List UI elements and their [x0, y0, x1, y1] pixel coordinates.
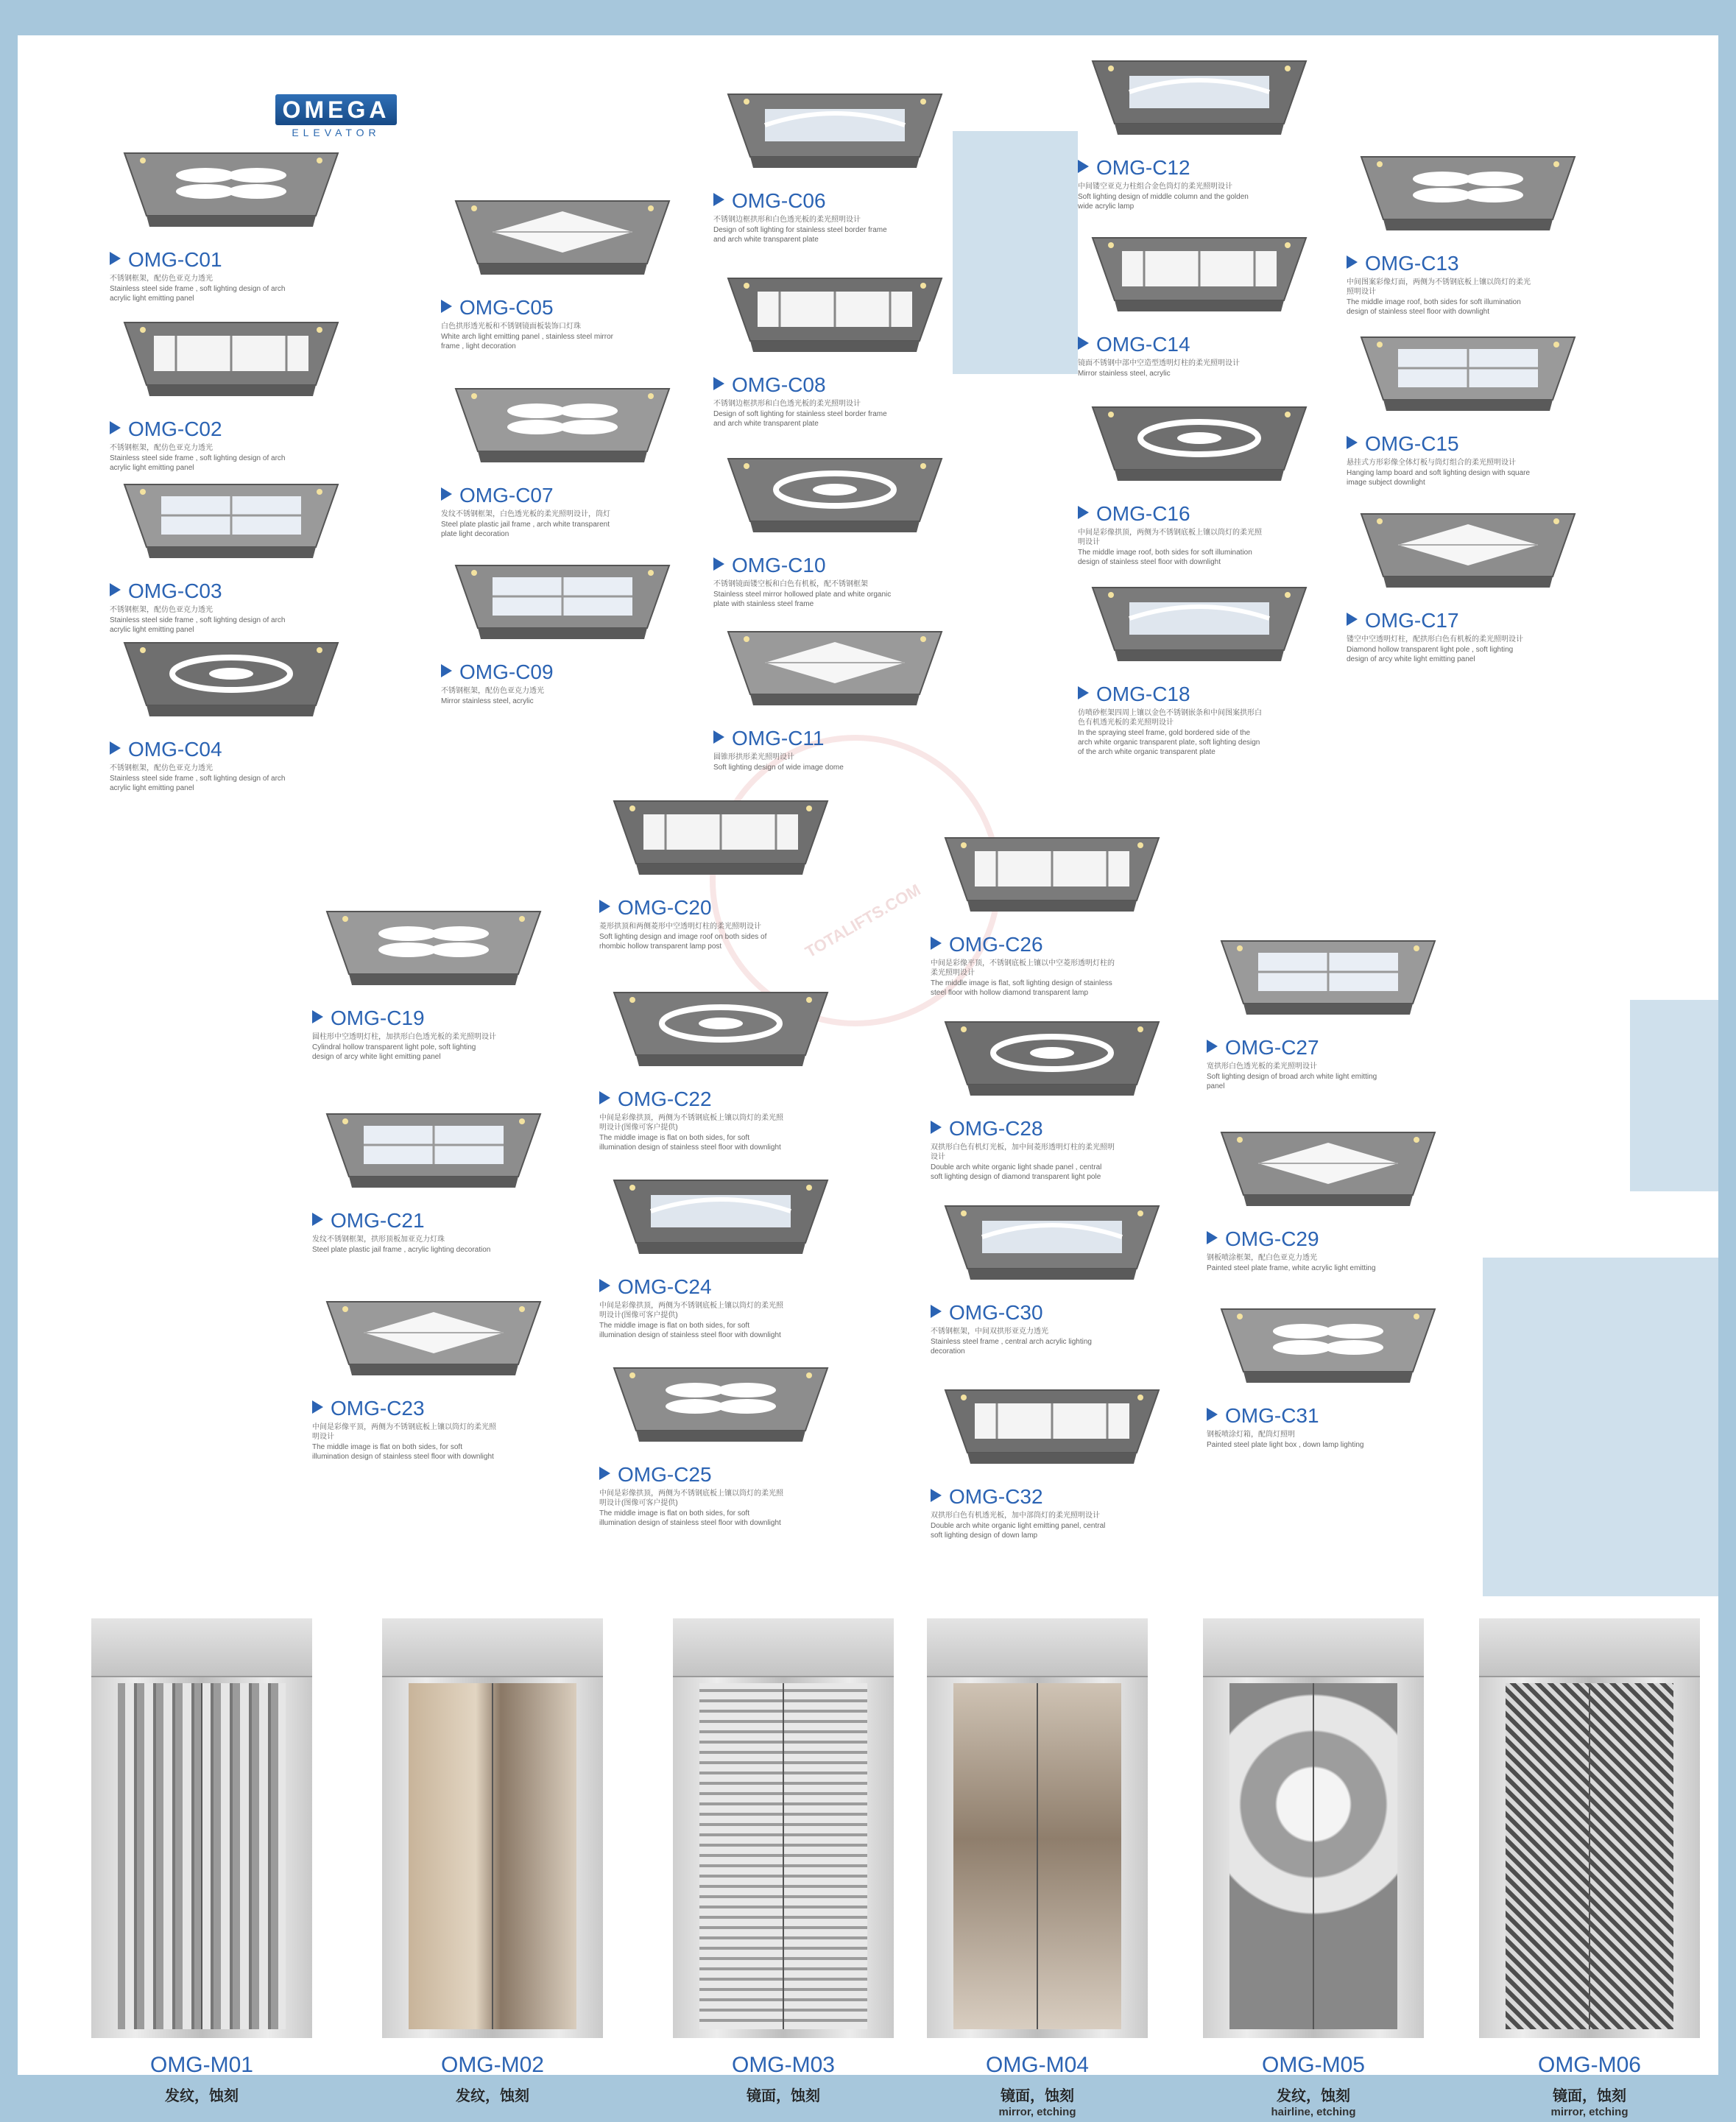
- ceiling-desc-cn: 不锈钢框架，配仿色亚克力透光: [110, 444, 213, 452]
- ceiling-code-text: OMG-C06: [732, 189, 826, 212]
- ceiling-code: [441, 661, 625, 683]
- door-frame: [382, 1618, 603, 2038]
- ceiling-code: [110, 580, 294, 602]
- play-triangle-icon: [1347, 436, 1358, 449]
- ceiling-image: [312, 1294, 555, 1386]
- ceiling-image: [110, 146, 353, 238]
- ceiling-code: [1207, 1037, 1391, 1059]
- ceiling-desc-en: The middle image is flat on both sides, for soft illumination design of stainless steel floor with downlight: [599, 1509, 781, 1527]
- ceiling-desc-en: Steel plate plastic jail frame , arch white transparent plate light decoration: [441, 521, 610, 538]
- ceiling-caption: [713, 190, 897, 244]
- ceiling-image: [1078, 400, 1321, 492]
- ceiling-caption: [441, 297, 625, 351]
- ceiling-image: [312, 904, 555, 996]
- ceiling-code: [599, 897, 783, 919]
- ceiling-desc-cn: 圆柱形中空透明灯柱，加拱形白色透光板的柔光照明设计: [312, 1033, 496, 1041]
- ceiling-code-text: OMG-C02: [128, 417, 222, 440]
- play-triangle-icon: [713, 730, 724, 744]
- door-finish-cn: 发纹，蚀刻: [456, 2088, 529, 2104]
- door-code: OMG-M03: [731, 2053, 835, 2077]
- ceiling-caption: [599, 897, 783, 951]
- play-triangle-icon: [1078, 686, 1089, 699]
- play-triangle-icon: [110, 741, 121, 755]
- play-triangle-icon: [312, 1400, 323, 1414]
- ceiling-desc-cn: 钢板喷涂灯箱，配筒灯照明: [1207, 1431, 1295, 1439]
- door-code: OMG-M06: [1537, 2053, 1641, 2077]
- ceiling-desc-cn: 不锈钢框架，配仿色亚克力透光: [110, 606, 213, 614]
- ceiling-code: [599, 1088, 783, 1110]
- ceiling-code: [931, 1486, 1115, 1508]
- play-triangle-icon: [931, 1305, 942, 1318]
- ceiling-image: [931, 1383, 1174, 1475]
- ceiling-code-text: OMG-C23: [331, 1397, 425, 1420]
- door-code: OMG-M02: [440, 2053, 544, 2077]
- play-triangle-icon: [312, 1213, 323, 1226]
- ceiling-desc-en: Stainless steel side frame , soft lighting design of arch acrylic light emitting panel: [110, 775, 286, 792]
- ceiling-caption: [1207, 1405, 1391, 1450]
- play-triangle-icon: [931, 1121, 942, 1134]
- ceiling-desc-cn: 钢板喷涂框架，配白色亚克力透光: [1207, 1254, 1317, 1262]
- ceiling-image: [713, 87, 956, 179]
- ceiling-code-text: OMG-C14: [1096, 333, 1190, 356]
- ceiling-code-text: OMG-C01: [128, 248, 222, 271]
- ceiling-desc-en: The middle image is flat on both sides, for soft illumination design of stainless steel floor with downlight: [599, 1134, 781, 1152]
- ceiling-desc-en: Diamond hollow transparent light pole , soft lighting design of arcy white light emitting panel: [1347, 646, 1514, 663]
- ceiling-desc-cn: 发纹不锈钢框架，白色透光板的柔光照明设计，筒灯: [441, 510, 610, 518]
- play-triangle-icon: [1207, 1040, 1218, 1053]
- ceiling-desc-en: Hanging lamp board and soft lighting design with square image subject downlight: [1347, 469, 1531, 487]
- play-triangle-icon: [713, 193, 724, 206]
- door-panel: [699, 1683, 867, 2029]
- ceiling-image: [1347, 507, 1589, 599]
- ceiling-caption: [1207, 1037, 1391, 1091]
- play-triangle-icon: [110, 583, 121, 596]
- ceiling-code: [599, 1276, 783, 1298]
- background-shape: [1483, 1258, 1726, 1596]
- ceiling-image: [1347, 330, 1589, 422]
- ceiling-desc-en: Stainless steel side frame , soft lighting design of arch acrylic light emitting panel: [110, 285, 286, 303]
- play-triangle-icon: [110, 252, 121, 265]
- ceiling-caption: [713, 374, 897, 429]
- door-finish-en: hairline, etching: [1271, 2106, 1356, 2118]
- ceiling-desc-en: Mirror stainless steel, acrylic: [441, 697, 534, 705]
- ceiling-code-text: OMG-C27: [1225, 1036, 1319, 1059]
- ceiling-desc-en: Painted steel plate frame, white acrylic light emitting: [1207, 1264, 1376, 1272]
- ceiling-desc-en: Painted steel plate light box , down lamp lighting: [1207, 1441, 1364, 1449]
- door-finish-cn: 镜面，蚀刻: [1001, 2088, 1074, 2104]
- ceiling-code: [110, 249, 294, 271]
- door-frame: [927, 1618, 1148, 2038]
- ceiling-code-text: OMG-C15: [1365, 432, 1459, 455]
- ceiling-code: [599, 1464, 783, 1486]
- ceiling-desc-cn: 圆锥形拱形柔光照明设计: [713, 753, 794, 761]
- ceiling-image: [1347, 149, 1589, 242]
- ceiling-caption: [312, 1397, 496, 1462]
- ceiling-desc-cn: 发纹不锈钢框架，拱形顶板加亚克力灯珠: [312, 1236, 445, 1244]
- catalog-sheet: [18, 35, 1718, 2118]
- door-panel: [1506, 1683, 1673, 2029]
- ceiling-code: [1078, 503, 1262, 525]
- ceiling-code-text: OMG-C03: [128, 579, 222, 602]
- ceiling-desc-en: The middle image roof, both sides for soft illumination design of stainless steel floor with downlight: [1347, 298, 1521, 316]
- ceiling-image: [110, 315, 353, 407]
- ceiling-caption: [599, 1276, 783, 1340]
- ceiling-caption: [312, 1007, 496, 1062]
- ceiling-code-text: OMG-C12: [1096, 156, 1190, 179]
- ceiling-desc-en: Stainless steel side frame , soft lighting design of arch acrylic light emitting panel: [110, 454, 286, 472]
- play-triangle-icon: [441, 664, 452, 677]
- door-lintel: [1479, 1618, 1700, 1677]
- play-triangle-icon: [1207, 1408, 1218, 1421]
- ceiling-desc-en: The middle image is flat on both sides, for soft illumination design of stainless steel floor with downlight: [599, 1322, 781, 1339]
- door-frame: [1479, 1618, 1700, 2038]
- door-lintel: [382, 1618, 603, 1677]
- ceiling-image: [110, 477, 353, 569]
- ceiling-code: [713, 374, 897, 396]
- door-finish-cn: 发纹，蚀刻: [165, 2088, 239, 2104]
- ceiling-desc-cn: 不锈钢镜面镂空板和白色有机板，配不锈钢框架: [713, 580, 868, 588]
- ceiling-code-text: OMG-C13: [1365, 252, 1459, 275]
- ceiling-code: [1078, 334, 1262, 356]
- door-seam: [201, 1683, 202, 2029]
- ceiling-desc-cn: 白色拱形透光板和不锈钢镜面板装饰口灯珠: [441, 322, 581, 331]
- door-seam: [1589, 1683, 1590, 2029]
- door-panel: [409, 1683, 576, 2029]
- door-seam: [1313, 1683, 1314, 2029]
- ceiling-code: [931, 934, 1115, 956]
- logo-word: OMEGA: [275, 94, 397, 125]
- ceiling-caption: [110, 739, 294, 793]
- ceiling-desc-cn: 镂空中空透明灯柱，配拱形白色有机板的柔光照明设计: [1347, 635, 1523, 644]
- ceiling-desc-en: Steel plate plastic jail frame , acrylic lighting decoration: [312, 1246, 491, 1254]
- ceiling-code-text: OMG-C05: [459, 296, 554, 319]
- door-finish-en: mirror, etching: [998, 2106, 1076, 2118]
- play-triangle-icon: [599, 1091, 610, 1104]
- door-panel: [953, 1683, 1121, 2029]
- ceiling-desc-en: Design of soft lighting for stainless steel border frame and arch white transparent plate: [713, 410, 887, 428]
- ceiling-code-text: OMG-C07: [459, 484, 554, 507]
- ceiling-image: [1207, 934, 1450, 1026]
- door-finish-en: mirror, etching: [1550, 2106, 1629, 2118]
- ceiling-desc-cn: 中间是彩像拱顶，两侧为不锈钢底板上镶以筒灯的柔光照明设计(图像可客户提供): [599, 1302, 783, 1319]
- ceiling-desc-en: Design of soft lighting for stainless steel border frame and arch white transparent plate: [713, 226, 887, 244]
- door-code: OMG-M04: [985, 2053, 1089, 2077]
- ceiling-image: [441, 194, 684, 286]
- door-seam: [1037, 1683, 1038, 2029]
- play-triangle-icon: [110, 421, 121, 434]
- play-triangle-icon: [931, 1489, 942, 1502]
- ceiling-desc-en: Stainless steel mirror hollowed plate and white organic plate with stainless steel frame: [713, 591, 892, 608]
- ceiling-image: [599, 1173, 842, 1265]
- door-lintel: [927, 1618, 1148, 1677]
- ceiling-desc-cn: 不锈钢边框拱形和白色透光板的柔光照明设计: [713, 216, 861, 224]
- ceiling-caption: [1078, 503, 1262, 567]
- ceiling-image: [312, 1107, 555, 1199]
- ceiling-image: [1207, 1302, 1450, 1394]
- ceiling-code: [441, 484, 625, 507]
- ceiling-code-text: OMG-C30: [949, 1301, 1043, 1324]
- play-triangle-icon: [713, 377, 724, 390]
- door-lintel: [673, 1618, 894, 1677]
- ceiling-code: [1347, 433, 1531, 455]
- ceiling-desc-cn: 不锈钢框架，中间双拱形亚克力透光: [931, 1328, 1048, 1336]
- door-seam: [783, 1683, 784, 2029]
- play-triangle-icon: [441, 487, 452, 501]
- ceiling-code-text: OMG-C04: [128, 738, 222, 761]
- ceiling-image: [599, 985, 842, 1077]
- ceiling-code-text: OMG-C09: [459, 660, 554, 683]
- ceiling-image: [441, 381, 684, 473]
- ceiling-desc-cn: 中间是彩像拱顶，两侧为不锈钢底板上镶以筒灯的柔光照明设计(图像可客户提供): [599, 1490, 783, 1507]
- ceiling-caption: [1347, 610, 1531, 664]
- ceiling-code-text: OMG-C29: [1225, 1227, 1319, 1250]
- play-triangle-icon: [1078, 160, 1089, 173]
- ceiling-desc-cn: 不锈钢边框拱形和白色透光板的柔光照明设计: [713, 400, 861, 408]
- play-triangle-icon: [713, 557, 724, 571]
- play-triangle-icon: [441, 300, 452, 313]
- ceiling-desc-cn: 中间镂空亚克力柱组合金色筒灯的柔光照明设计: [1078, 183, 1232, 191]
- door-panel: [118, 1683, 286, 2029]
- door-panel: [1229, 1683, 1397, 2029]
- ceiling-caption: [931, 1118, 1115, 1182]
- ceiling-caption: [110, 580, 294, 635]
- ceiling-code: [1207, 1405, 1391, 1427]
- ceiling-image: [713, 624, 956, 716]
- ceiling-desc-en: Stainless steel frame , central arch acrylic lighting decoration: [931, 1338, 1092, 1356]
- door-code: OMG-M01: [149, 2053, 253, 2077]
- ceiling-code: [1347, 610, 1531, 632]
- door-frame: [1203, 1618, 1424, 2038]
- ceiling-desc-en: Mirror stainless steel, acrylic: [1078, 370, 1171, 378]
- play-triangle-icon: [599, 900, 610, 913]
- play-triangle-icon: [599, 1279, 610, 1292]
- background-shape: [953, 131, 1078, 374]
- ceiling-desc-cn: 悬挂式方形彩像全体灯板与筒灯组合的柔光照明设计: [1347, 459, 1516, 467]
- ceiling-caption: [599, 1088, 783, 1152]
- ceiling-code: [312, 1397, 496, 1420]
- ceiling-caption: [1078, 683, 1262, 757]
- ceiling-code-text: OMG-C28: [949, 1117, 1043, 1140]
- ceiling-caption: [1347, 253, 1531, 317]
- ceiling-code-text: OMG-C26: [949, 933, 1043, 956]
- ceiling-desc-cn: 中间是彩像拱顶，两侧为不锈钢底板上镶以筒灯的柔光照明设计(图像可客户提供): [599, 1114, 783, 1132]
- ceiling-desc-en: The middle image is flat on both sides, for soft illumination design of stainless steel floor with downlight: [312, 1443, 494, 1461]
- ceiling-desc-cn: 中间是彩像拱顶，两侧为不锈钢底板上镶以筒灯的柔光照明设计: [1078, 529, 1262, 546]
- ceiling-code-text: OMG-C24: [618, 1275, 712, 1298]
- ceiling-caption: [1207, 1228, 1391, 1273]
- ceiling-code: [110, 418, 294, 440]
- ceiling-code-text: OMG-C20: [618, 896, 712, 919]
- ceiling-caption: [713, 554, 897, 609]
- ceiling-desc-cn: 中间图案彩像灯面，两侧为不锈钢底板上镶以筒灯的柔光照明设计: [1347, 278, 1531, 296]
- ceiling-image: [931, 831, 1174, 923]
- background-shape: [1630, 1000, 1726, 1191]
- ceiling-desc-en: Double arch white organic light shade panel , central soft lighting design of diamond transparent light pole: [931, 1163, 1102, 1181]
- door-frame: [91, 1618, 312, 2038]
- ceiling-desc-en: Soft lighting design of wide image dome: [713, 764, 844, 772]
- door-finish-cn: 发纹，蚀刻: [1277, 2088, 1350, 2104]
- ceiling-image: [1078, 580, 1321, 672]
- ceiling-code-text: OMG-C17: [1365, 609, 1459, 632]
- play-triangle-icon: [599, 1467, 610, 1480]
- ceiling-code: [713, 190, 897, 212]
- ceiling-desc-en: The middle image is flat, soft lighting design of stainless steel floor with hollow diamond transparent lamp: [931, 979, 1112, 997]
- ceiling-desc-en: Soft lighting design and image roof on both sides of rhombic hollow transparent lamp post: [599, 933, 767, 951]
- ceiling-code: [931, 1302, 1115, 1324]
- ceiling-code-text: OMG-C22: [618, 1088, 712, 1110]
- play-triangle-icon: [1347, 255, 1358, 269]
- ceiling-desc-cn: 不锈钢框架，配仿色亚克力透光: [441, 687, 544, 695]
- door-lintel: [1203, 1618, 1424, 1677]
- ceiling-caption: [599, 1464, 783, 1528]
- ceiling-code-text: OMG-C11: [732, 727, 825, 750]
- ceiling-desc-cn: 不锈钢框架，配仿色亚克力透光: [110, 275, 213, 283]
- play-triangle-icon: [1347, 613, 1358, 626]
- ceiling-code: [1347, 253, 1531, 275]
- ceiling-desc-en: White arch light emitting panel , stainless steel mirror frame , light decoration: [441, 333, 613, 350]
- ceiling-code-text: OMG-C19: [331, 1007, 425, 1029]
- ceiling-caption: [931, 1302, 1115, 1356]
- play-triangle-icon: [1078, 506, 1089, 519]
- ceiling-caption: [1078, 334, 1262, 378]
- ceiling-caption: [441, 661, 625, 706]
- ceiling-code-text: OMG-C08: [732, 373, 826, 396]
- ceiling-image: [1078, 230, 1321, 322]
- door-lintel: [91, 1618, 312, 1677]
- ceiling-code-text: OMG-C18: [1096, 683, 1190, 705]
- ceiling-caption: [1078, 157, 1262, 211]
- ceiling-desc-cn: 菱形拱顶和两侧菱形中空透明灯柱的柔光照明设计: [599, 923, 761, 931]
- ceiling-code: [713, 727, 897, 750]
- ceiling-image: [931, 1015, 1174, 1107]
- logo-subtitle: ELEVATOR: [292, 127, 381, 138]
- ceiling-image: [713, 271, 956, 363]
- play-triangle-icon: [1078, 336, 1089, 350]
- door-finish-cn: 镜面，蚀刻: [1553, 2088, 1626, 2104]
- ceiling-desc-cn: 中间是彩像平顶，两侧为不锈钢底板上镶以筒灯的柔光照明设计: [312, 1423, 496, 1441]
- ceiling-desc-en: Stainless steel side frame , soft lighting design of arch acrylic light emitting panel: [110, 616, 286, 634]
- ceiling-desc-en: Soft lighting design of broad arch white light emitting panel: [1207, 1073, 1377, 1090]
- ceiling-desc-cn: 宽拱形白色透光板的柔光照明设计: [1207, 1062, 1317, 1071]
- ceiling-desc-en: Cylindral hollow transparent light pole, soft lighting design of arcy white light emitting panel: [312, 1043, 476, 1061]
- ceiling-desc-cn: 双拱形白色有机灯光板，加中间菱形透明灯柱的柔光照明设计: [931, 1143, 1115, 1161]
- door-finish-cn: 镜面，蚀刻: [747, 2088, 820, 2104]
- ceiling-caption: [931, 934, 1115, 998]
- ceiling-code: [312, 1210, 496, 1232]
- ceiling-image: [110, 635, 353, 727]
- ceiling-image: [441, 558, 684, 650]
- watermark-text: TOTALIFTS.COM: [802, 880, 924, 962]
- ceiling-image: [713, 451, 956, 543]
- ceiling-desc-en: Double arch white organic light emitting panel, central soft lighting design of down lamp: [931, 1522, 1106, 1540]
- ceiling-desc-cn: 双拱形白色有机透光板，加中部筒灯的柔光照明设计: [931, 1512, 1100, 1520]
- ceiling-code: [1078, 157, 1262, 179]
- ceiling-caption: [441, 484, 625, 539]
- ceiling-code: [312, 1007, 496, 1029]
- ceiling-code: [1078, 683, 1262, 705]
- omega-logo: [275, 94, 397, 143]
- ceiling-code: [110, 739, 294, 761]
- ceiling-caption: [312, 1210, 496, 1255]
- ceiling-caption: [713, 727, 897, 772]
- door-seam: [492, 1683, 493, 2029]
- ceiling-image: [1207, 1125, 1450, 1217]
- ceiling-image: [599, 1361, 842, 1453]
- ceiling-desc-cn: 仿喷砂框架四周上镶以金色不锈钢嵌条和中间图案拱形白色有机透光板的柔光照明设计: [1078, 709, 1262, 727]
- door-code: OMG-M05: [1261, 2053, 1365, 2077]
- ceiling-image: [931, 1199, 1174, 1291]
- ceiling-code-text: OMG-C21: [331, 1209, 425, 1232]
- ceiling-caption: [110, 418, 294, 473]
- ceiling-desc-en: The middle image roof, both sides for soft illumination design of stainless steel floor with downlight: [1078, 549, 1252, 566]
- ceiling-desc-en: In the spraying steel frame, gold bordered side of the arch white organic transparent plate, soft lighting design of the arch white organic transparent plate: [1078, 729, 1260, 756]
- ceiling-code-text: OMG-C25: [618, 1463, 712, 1486]
- play-triangle-icon: [1207, 1231, 1218, 1244]
- ceiling-caption: [931, 1486, 1115, 1540]
- play-triangle-icon: [312, 1010, 323, 1023]
- door-frame: [673, 1618, 894, 2038]
- ceiling-desc-en: Soft lighting design of middle column and the golden wide acrylic lamp: [1078, 193, 1249, 211]
- ceiling-code-text: OMG-C16: [1096, 502, 1190, 525]
- play-triangle-icon: [931, 937, 942, 950]
- ceiling-code: [713, 554, 897, 577]
- ceiling-code: [931, 1118, 1115, 1140]
- ceiling-code-text: OMG-C31: [1225, 1404, 1319, 1427]
- ceiling-image: [1078, 54, 1321, 146]
- ceiling-code: [1207, 1228, 1391, 1250]
- ceiling-code: [441, 297, 625, 319]
- ceiling-caption: [110, 249, 294, 303]
- ceiling-desc-cn: 中间是彩像平顶，不锈钢底板上镶以中空菱形透明灯柱的柔光照明设计: [931, 959, 1115, 977]
- ceiling-code-text: OMG-C10: [732, 554, 826, 577]
- ceiling-desc-cn: 不锈钢框架，配仿色亚克力透光: [110, 764, 213, 772]
- ceiling-image: [599, 794, 842, 886]
- ceiling-desc-cn: 镜面不锈钢中部中空造型透明灯柱的柔光照明设计: [1078, 359, 1240, 367]
- ceiling-caption: [1347, 433, 1531, 487]
- ceiling-code-text: OMG-C32: [949, 1485, 1043, 1508]
